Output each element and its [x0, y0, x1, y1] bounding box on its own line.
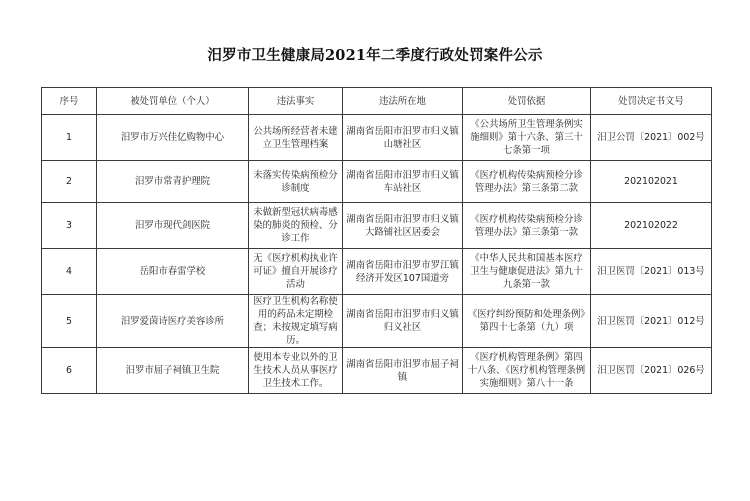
column-header-fact: 违法事实: [249, 88, 343, 115]
cell-basis: 《医疗纠纷预防和处理条例》第四十七条第（九）项: [463, 295, 591, 348]
table-row: [42, 115, 712, 161]
cell-location: 湖南省岳阳市汨罗市归义镇山塘社区: [343, 115, 463, 161]
cell-entity: 汨罗市万兴佳亿购物中心: [97, 115, 249, 161]
cell-no: 1: [42, 115, 97, 161]
cell-doc: 汨卫医罚〔2021〕013号: [591, 249, 712, 295]
cell-doc: 汨卫医罚〔2021〕012号: [591, 295, 712, 348]
cell-basis: 《医疗机构管理条例》第四十八条、《医疗机构管理条例实施细则》第八十一条: [463, 348, 591, 394]
cell-location: 湖南省岳阳市汨罗市罗江镇经济开发区107国道旁: [343, 249, 463, 295]
cell-doc: 汨卫医罚〔2021〕026号: [591, 348, 712, 394]
cell-location: 湖南省岳阳市汨罗市归义镇车站社区: [343, 161, 463, 203]
cell-basis: 《医疗机构传染病预检分诊管理办法》第三条第二款: [463, 161, 591, 203]
cell-doc: 汨卫公罚〔2021〕002号: [591, 115, 712, 161]
cell-no: 6: [42, 348, 97, 394]
cell-fact: 未做新型冠状病毒感染的肺炎的预检、分诊工作: [249, 203, 343, 249]
table-row: [42, 249, 712, 295]
page-title: 汨罗市卫生健康局2021年二季度行政处罚案件公示: [207, 47, 543, 64]
cell-fact: 未落实传染病预检分诊制度: [249, 161, 343, 203]
cell-entity: 汨罗市常青护理院: [97, 161, 249, 203]
column-header-doc: 处罚决定书文号: [591, 88, 712, 115]
table-row: [42, 203, 712, 249]
cell-fact: 无《医疗机构执业许可证》擅自开展诊疗活动: [249, 249, 343, 295]
cell-basis: 《医疗机构传染病预检分诊管理办法》第三条第一款: [463, 203, 591, 249]
column-header-entity: 被处罚单位（个人）: [97, 88, 249, 115]
column-header-basis: 处罚依据: [463, 88, 591, 115]
cell-no: 4: [42, 249, 97, 295]
penalty-table: [41, 87, 712, 394]
cell-location: 湖南省岳阳市汨罗市归义镇归义社区: [343, 295, 463, 348]
cell-no: 2: [42, 161, 97, 203]
cell-basis: 《公共场所卫生管理条例实施细则》第十六条、第三十七条第一项: [463, 115, 591, 161]
cell-doc: 202102021: [591, 161, 712, 203]
cell-no: 3: [42, 203, 97, 249]
table-row: [42, 161, 712, 203]
cell-basis: 《中华人民共和国基本医疗卫生与健康促进法》第九十九条第一款: [463, 249, 591, 295]
cell-entity: 汨罗市屈子祠镇卫生院: [97, 348, 249, 394]
cell-doc: 202102022: [591, 203, 712, 249]
cell-location: 湖南省岳阳市汨罗市屈子祠镇: [343, 348, 463, 394]
column-header-location: 违法所在地: [343, 88, 463, 115]
cell-no: 5: [42, 295, 97, 348]
column-header-no: 序号: [42, 88, 97, 115]
cell-entity: 岳阳市春雷学校: [97, 249, 249, 295]
cell-entity: 汨罗市现代剑医院: [97, 203, 249, 249]
cell-entity: 汨罗爱茵诗医疗美容诊所: [97, 295, 249, 348]
cell-fact: 使用本专业以外的卫生技术人员从事医疗卫生技术工作。: [249, 348, 343, 394]
cell-location: 湖南省岳阳市汨罗市归义镇大路铺社区居委会: [343, 203, 463, 249]
table-header-row: [42, 88, 712, 115]
table-row: [42, 295, 712, 348]
table-row: [42, 348, 712, 394]
cell-fact: 医疗卫生机构名称使用的药品未定期检查；未按规定填写病历。: [249, 295, 343, 348]
cell-fact: 公共场所经营者未建立卫生管理档案: [249, 115, 343, 161]
